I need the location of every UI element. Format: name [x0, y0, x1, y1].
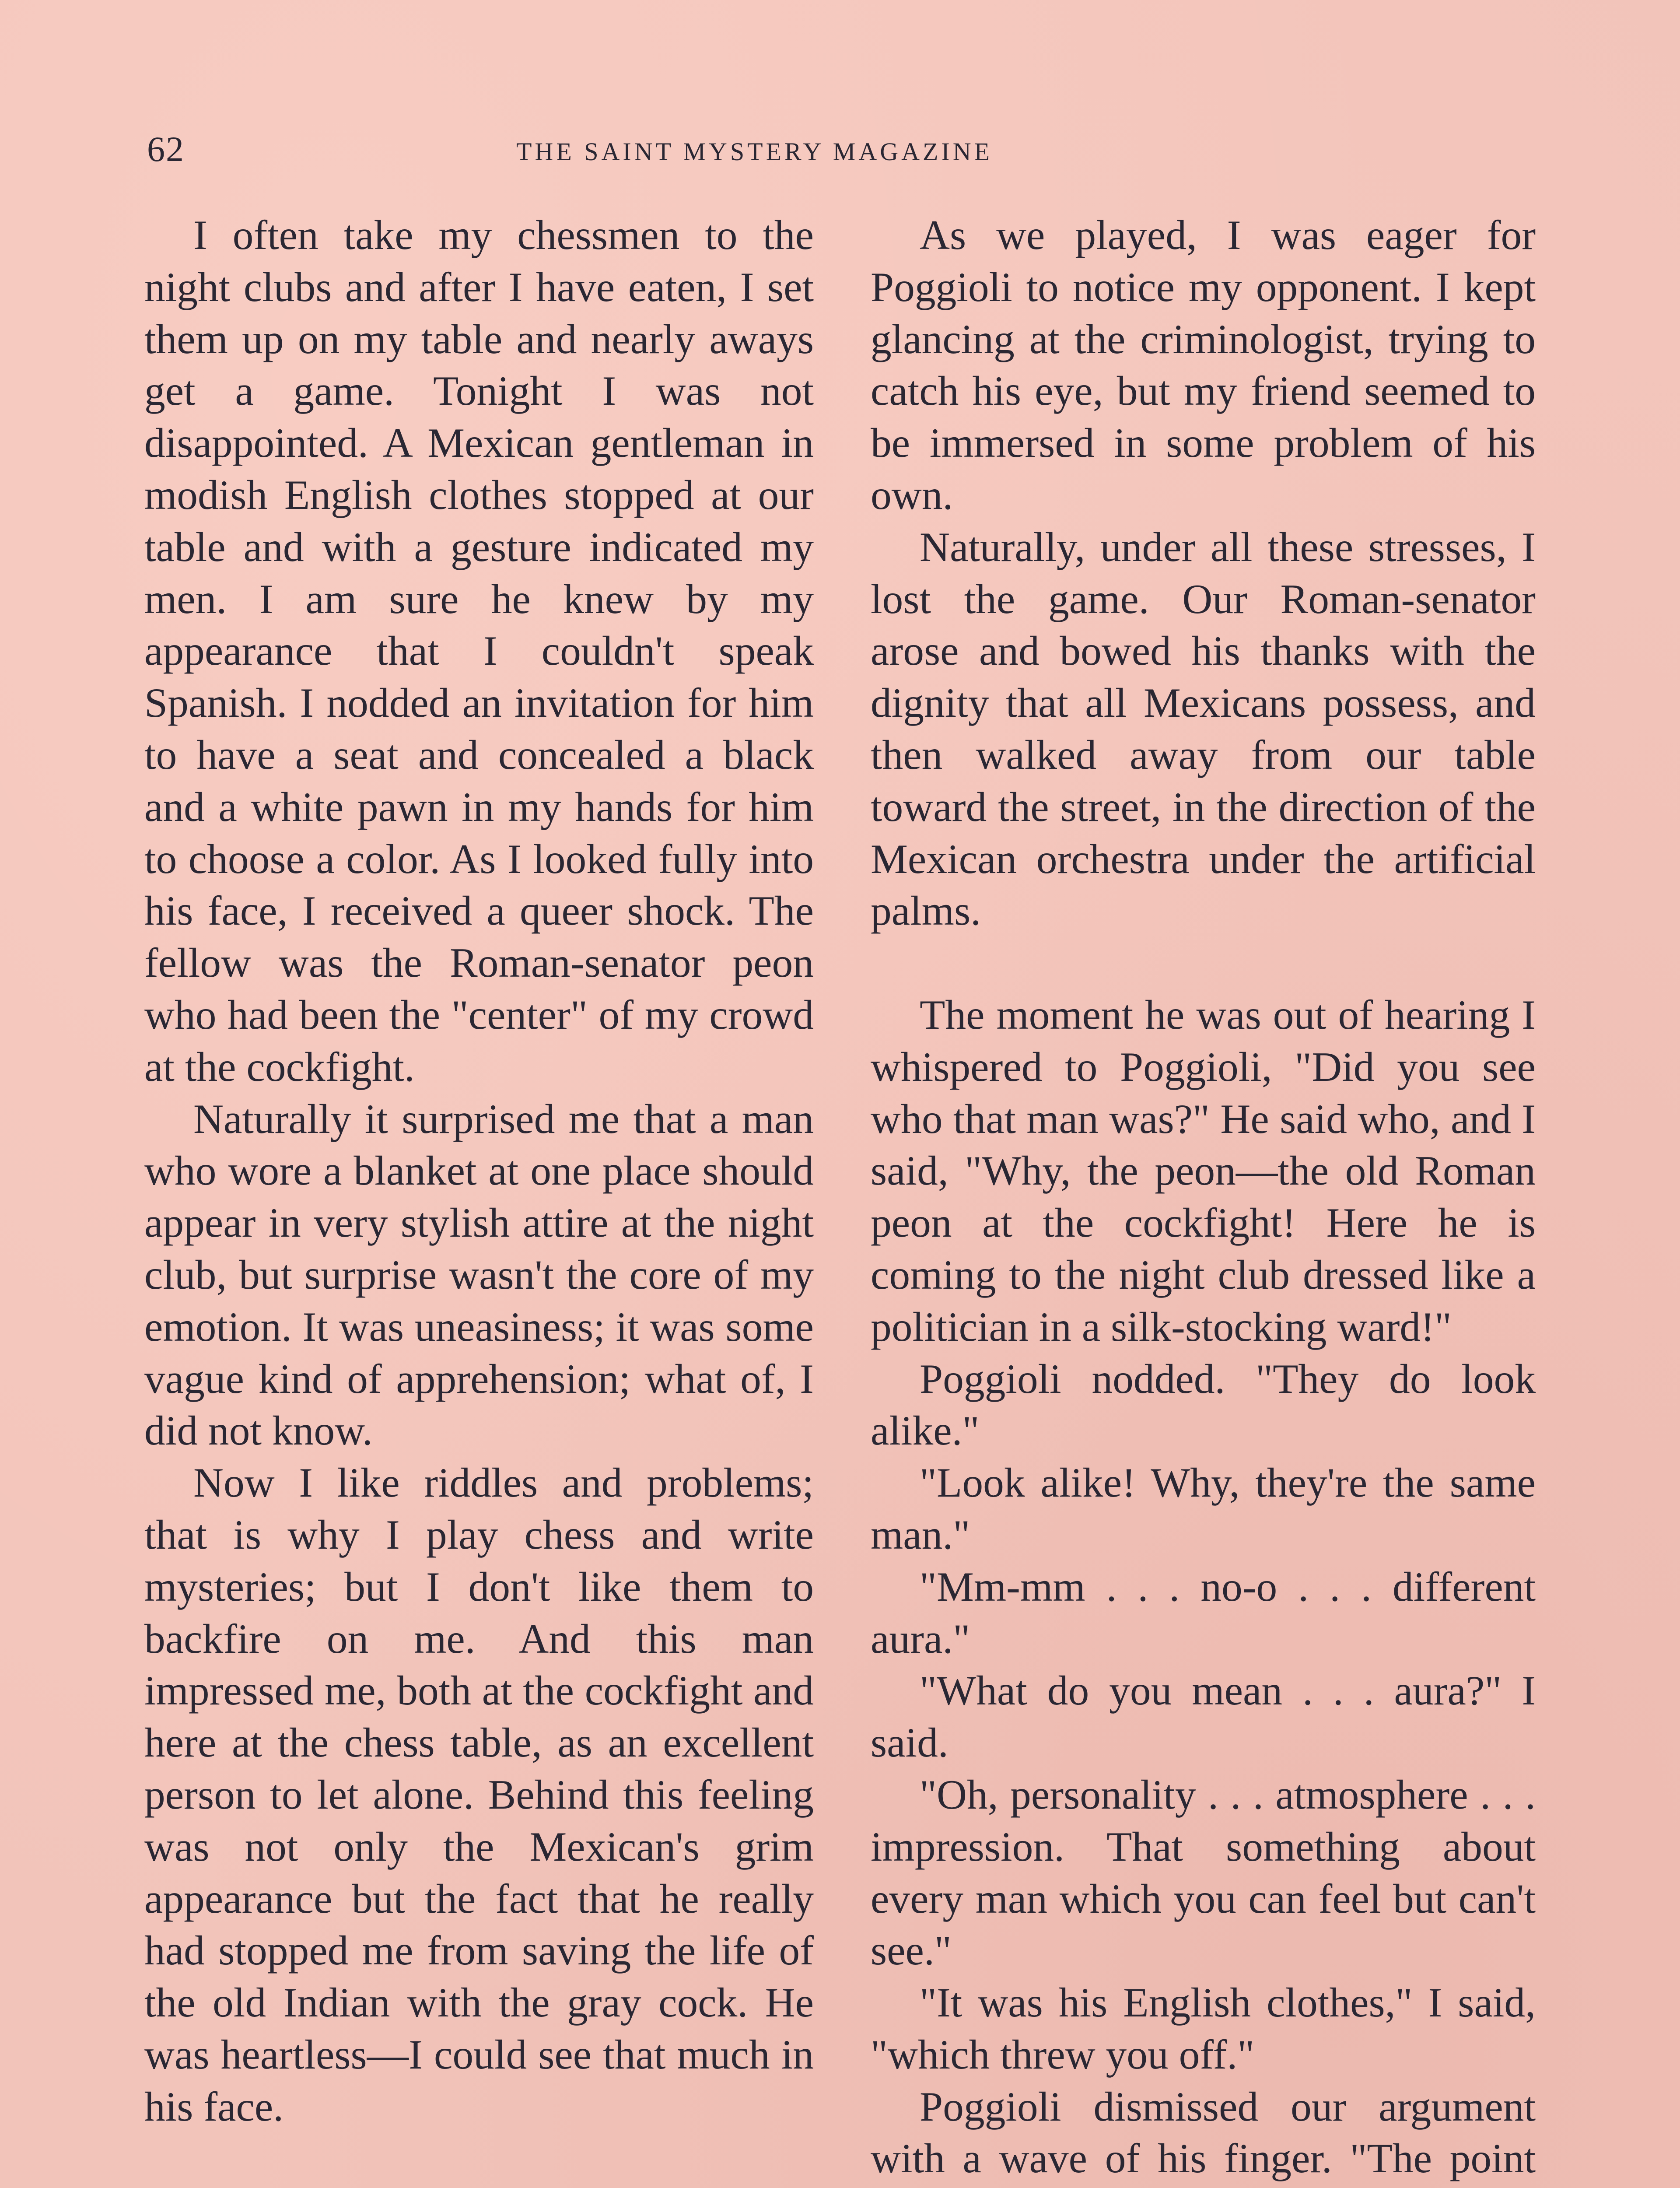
paragraph: Naturally it surprised me that a man who wore a blanket at one place should appear in very stylish attire at the night club, but surprise wasn't the core of my emotion. It was uneasiness; it was some vague kind of apprehension; what of, I did not know.: [144, 1095, 814, 1454]
page-number: 62: [147, 129, 185, 169]
paragraph: "It was his English clothes," I said, "which threw you off.": [871, 1979, 1536, 2078]
paragraph: Now I like riddles and problems; that is why I play chess and write mysteries; but I don't like them to backfire on me. And this man impressed me, both at the cockfight and here at the chess table, as an excellent person to let alone. Behind this feeling was not only the Mexican's grim appearance but the fact that he really had stopped me from saving the life of the old Indian with the gray cock. He was heartless—I could see that much in his face.: [144, 1459, 814, 2130]
paragraph: "Look alike! Why, they're the same man.": [871, 1459, 1536, 1558]
paragraph: Poggioli nodded. "They do look alike.": [871, 1355, 1536, 1454]
paragraph: The moment he was out of hearing I whispered to Poggioli, "Did you see who that man was?" He said who, and I said, "Why, the peon—the old Roman peon at the cockfight! Here he is coming to the night club dressed like a politician in a silk-stocking ward!": [871, 991, 1536, 1350]
left-column: [144, 209, 814, 2132]
paragraph: "Mm-mm . . . no-o . . . different aura.": [871, 1563, 1536, 1662]
paragraph: Poggioli dismissed our argument with a wave of his finger. "The point: [871, 2083, 1536, 2182]
paragraph: "Oh, personality . . . atmosphere . . . impression. That something about every man which you can feel but can't see.": [871, 1771, 1536, 1974]
right-column: [871, 209, 1536, 2188]
paragraph: Naturally, under all these stresses, I lost the game. Our Roman-senator arose and bowed his thanks with the dignity that all Mexicans possess, and then walked away from our table toward the street, in the direction of the Mexican orchestra under the artificial palms.: [871, 523, 1536, 934]
running-head: THE SAINT MYSTERY MAGAZINE: [516, 137, 993, 166]
paragraph: I often take my chessmen to the night clubs and after I have eaten, I set them up on my table and nearly aways get a game. Tonight I was not disappointed. A Mexican gentleman in modish English clothes stopped at our table and with a gesture indicated my men. I am sure he knew by my appearance that I couldn't speak Spanish. I nodded an invitation for him to have a seat and concealed a black and a white pawn in my hands for him to choose a color. As I looked fully into his face, I received a queer shock. The fellow was the Roman-senator peon who had been the "center" of my crowd at the cockfight.: [144, 212, 814, 1090]
paragraph: As we played, I was eager for Poggioli to notice my opponent. I kept glancing at the criminologist, trying to catch his eye, but my friend seemed to be immersed in some problem of his own.: [871, 212, 1536, 518]
paragraph: "What do you mean . . . aura?" I said.: [871, 1667, 1536, 1766]
